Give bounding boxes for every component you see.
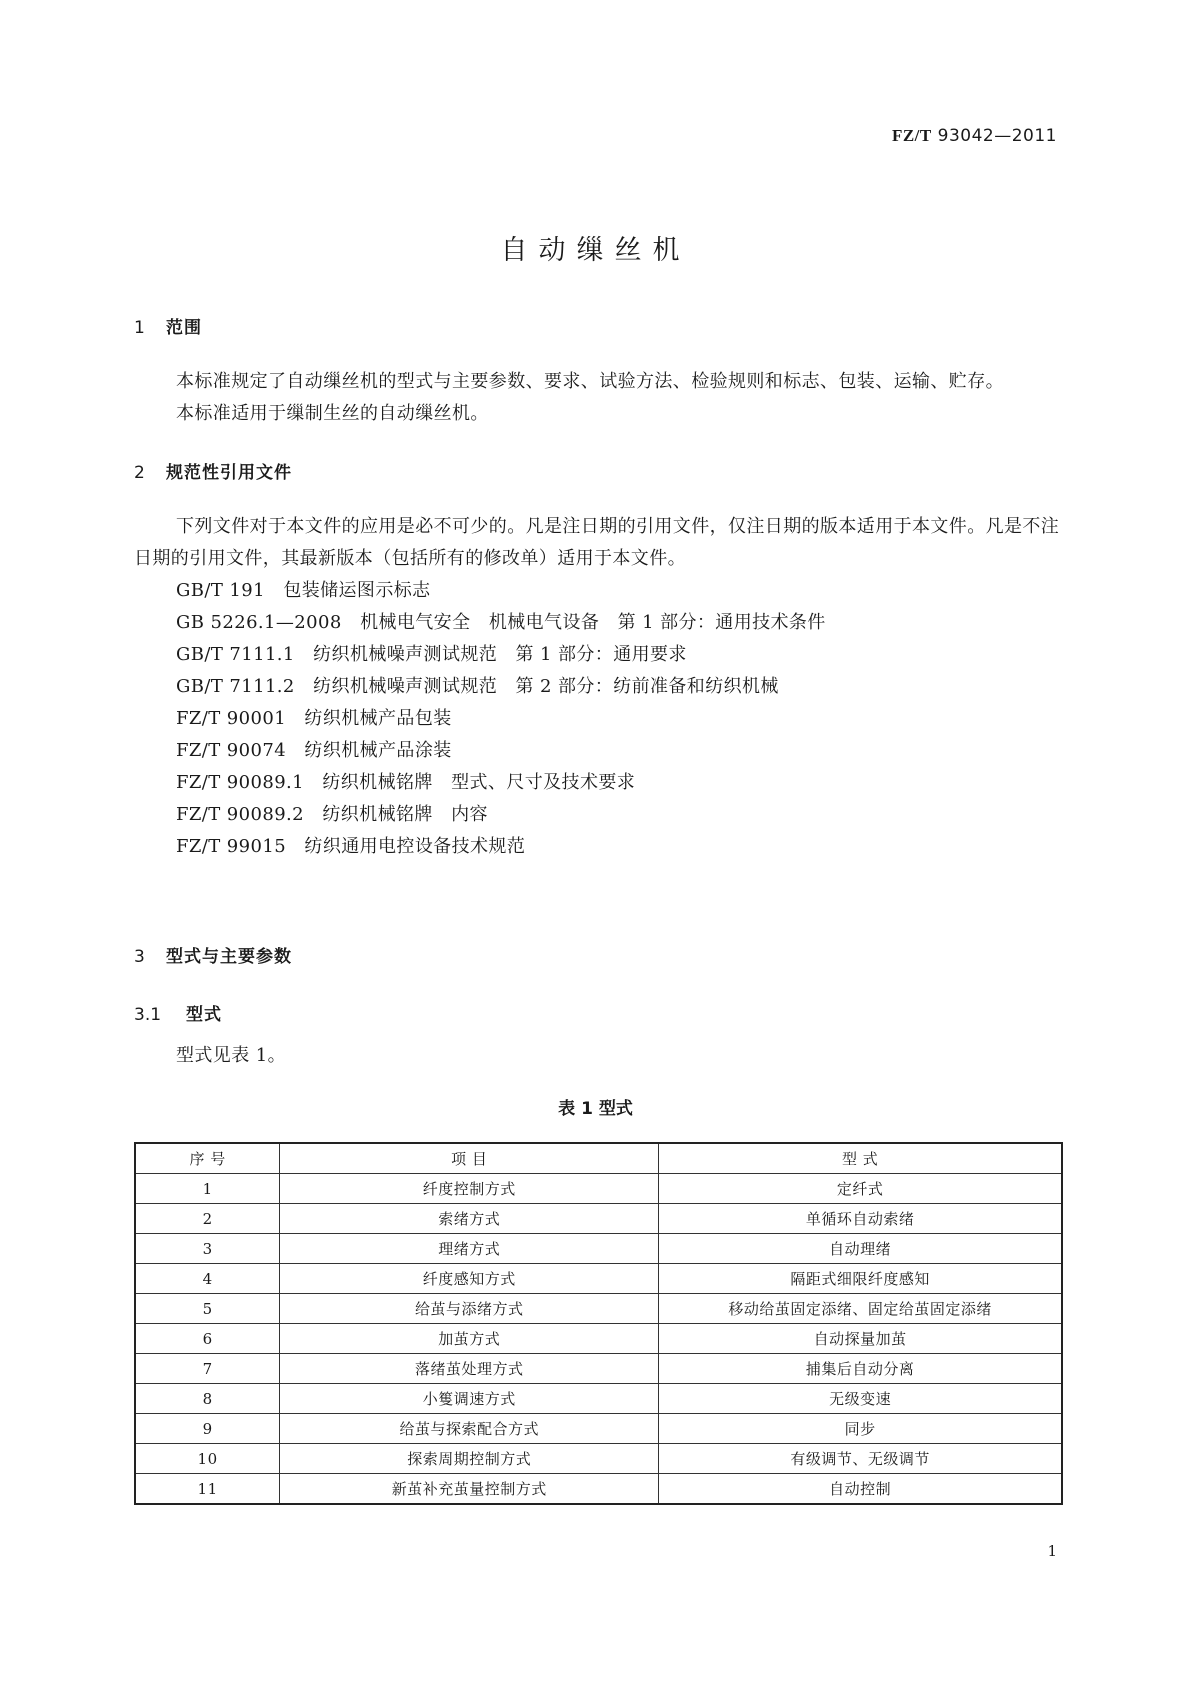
cell-index: 5 — [135, 1294, 280, 1324]
cell-index: 10 — [135, 1444, 280, 1474]
cell-item: 纤度感知方式 — [280, 1264, 659, 1294]
cell-item: 给茧与添绪方式 — [280, 1294, 659, 1324]
cell-type: 单循环自动索绪 — [659, 1204, 1062, 1234]
table-row — [135, 1384, 1062, 1414]
cell-type: 移动给茧固定添绪、固定给茧固定添绪 — [659, 1294, 1062, 1324]
reference-item: FZ/T 90001 纺织机械产品包装 — [176, 708, 452, 729]
paragraph: 本标准适用于缫制生丝的自动缫丝机。 — [176, 403, 489, 424]
reference-item: GB 5226.1—2008 机械电气安全 机械电气设备 第 1 部分：通用技术条件 — [176, 612, 826, 633]
section-number: 1 — [134, 318, 145, 338]
reference-item: GB/T 7111.1 纺织机械噪声测试规范 第 1 部分：通用要求 — [176, 644, 687, 665]
header-cell-item: 项 目 — [280, 1143, 659, 1174]
cell-type: 隔距式细限纤度感知 — [659, 1264, 1062, 1294]
cell-index: 7 — [135, 1354, 280, 1384]
section-title: 型式 — [186, 1005, 222, 1025]
table-row — [135, 1444, 1062, 1474]
section-number: 3 — [134, 947, 145, 967]
cell-type: 捕集后自动分离 — [659, 1354, 1062, 1384]
table-row — [135, 1294, 1062, 1324]
section-2-heading — [134, 458, 292, 483]
section-1-body — [134, 366, 1064, 430]
paragraph: 本标准规定了自动缫丝机的型式与主要参数、要求、试验方法、检验规则和标志、包装、运输、贮存。 — [176, 371, 1004, 392]
cell-index: 1 — [135, 1174, 280, 1204]
cell-type: 自动探量加茧 — [659, 1324, 1062, 1354]
page-number: 1 — [1047, 1542, 1057, 1560]
reference-item: FZ/T 90074 纺织机械产品涂装 — [176, 740, 452, 761]
cell-item: 纤度控制方式 — [280, 1174, 659, 1204]
paragraph: 型式见表 1。 — [176, 1045, 286, 1066]
cell-item: 小篗调速方式 — [280, 1384, 659, 1414]
section-1-heading — [134, 313, 202, 338]
section-title: 范围 — [166, 318, 202, 338]
cell-item: 加茧方式 — [280, 1324, 659, 1354]
cell-type: 同步 — [659, 1414, 1062, 1444]
cell-type: 自动控制 — [659, 1474, 1062, 1505]
reference-item: GB/T 191 包装储运图示标志 — [176, 580, 431, 601]
table-row — [135, 1324, 1062, 1354]
cell-item: 理绪方式 — [280, 1234, 659, 1264]
cell-index: 2 — [135, 1204, 280, 1234]
cell-type: 无级变速 — [659, 1384, 1062, 1414]
paragraph: 下列文件对于本文件的应用是必不可少的。凡是注日期的引用文件，仅注日期的版本适用于本文件。凡是不注日期的引用文件，其最新版本（包括所有的修改单）适用于本文件。 — [134, 516, 1060, 569]
section-title: 规范性引用文件 — [166, 463, 292, 483]
table-row — [135, 1474, 1062, 1505]
cell-index: 3 — [135, 1234, 280, 1264]
cell-index: 8 — [135, 1384, 280, 1414]
standard-code — [892, 126, 1057, 146]
cell-index: 4 — [135, 1264, 280, 1294]
cell-item: 新茧补充茧量控制方式 — [280, 1474, 659, 1505]
table-row — [135, 1414, 1062, 1444]
header-cell-type: 型 式 — [659, 1143, 1062, 1174]
cell-type: 有级调节、无级调节 — [659, 1444, 1062, 1474]
table-row — [135, 1234, 1062, 1264]
standard-code-number: 93042—2011 — [937, 126, 1057, 146]
cell-index: 11 — [135, 1474, 280, 1505]
document-title: 自动缫丝机 — [500, 235, 691, 266]
cell-item: 索绪方式 — [280, 1204, 659, 1234]
table-row — [135, 1354, 1062, 1384]
section-number: 3.1 — [134, 1005, 162, 1025]
section-2-intro — [134, 511, 1064, 575]
reference-item: FZ/T 99015 纺织通用电控设备技术规范 — [176, 836, 526, 857]
section-3-1-body — [134, 1040, 1064, 1072]
cell-item: 落绪茧处理方式 — [280, 1354, 659, 1384]
table-caption: 表 1 型式 — [558, 1099, 633, 1119]
cell-item: 探索周期控制方式 — [280, 1444, 659, 1474]
reference-item: GB/T 7111.2 纺织机械噪声测试规范 第 2 部分：纺前准备和纺织机械 — [176, 676, 779, 697]
cell-index: 9 — [135, 1414, 280, 1444]
reference-item: FZ/T 90089.1 纺织机械铭牌 型式、尺寸及技术要求 — [176, 772, 636, 793]
section-title: 型式与主要参数 — [166, 947, 292, 967]
header-cell-index: 序 号 — [135, 1143, 280, 1174]
cell-type: 定纤式 — [659, 1174, 1062, 1204]
section-3-1-heading — [134, 1000, 222, 1025]
table-row — [135, 1264, 1062, 1294]
cell-item: 给茧与探索配合方式 — [280, 1414, 659, 1444]
table-row — [135, 1204, 1062, 1234]
cell-type: 自动理绪 — [659, 1234, 1062, 1264]
table-row — [135, 1174, 1062, 1204]
standard-code-prefix: FZ/T — [891, 126, 932, 145]
section-number: 2 — [134, 463, 145, 483]
reference-item: FZ/T 90089.2 纺织机械铭牌 内容 — [176, 804, 488, 825]
cell-index: 6 — [135, 1324, 280, 1354]
types-table — [134, 1142, 1063, 1505]
table-header-row — [135, 1143, 1062, 1174]
reference-list — [176, 575, 826, 863]
section-3-heading — [134, 942, 292, 967]
